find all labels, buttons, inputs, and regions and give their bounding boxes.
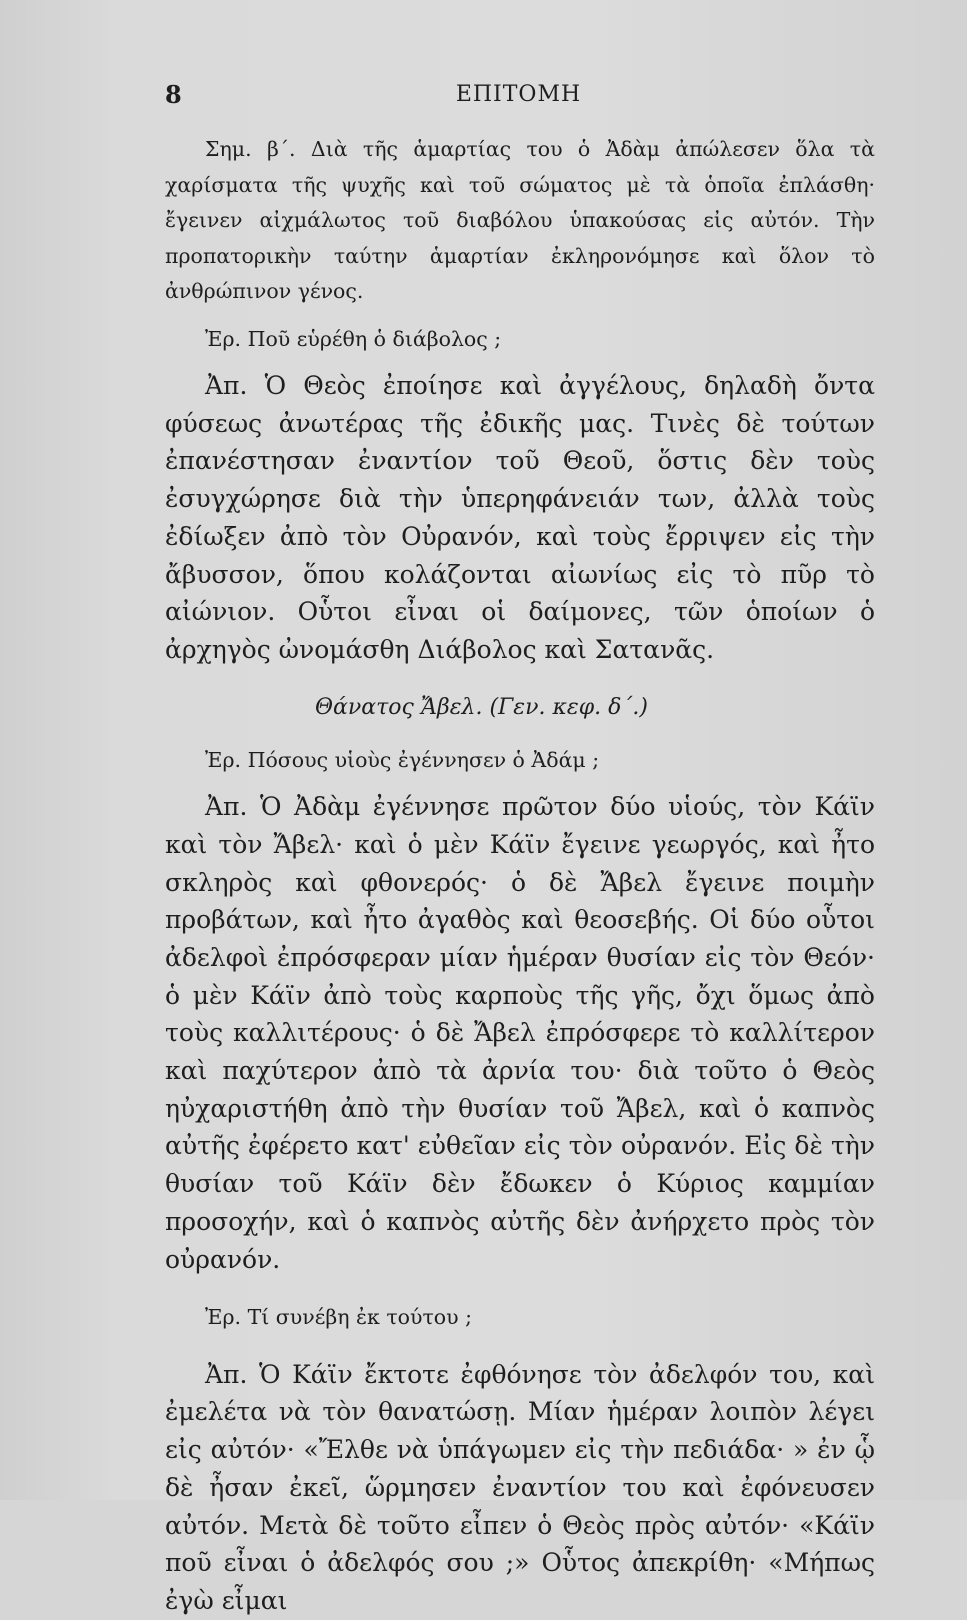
running-title: ΕΠΙΤΟΜΗ — [455, 82, 582, 107]
answer-paragraph: Ἀπ. Ὁ Θεὸς ἐποίησε καὶ ἀγγέλους, δηλαδὴ ὄντα φύσεως ἀνωτέρας τῆς ἐδικῆς μας. Τινὲς δὲ τούτων ἐπανέστησαν ἐναντίον τοῦ Θεοῦ, ὅστις δὲν τοὺς ἐσυγχώρησε διὰ τὴν ὑπερηφάνειάν των, ἀλλὰ τοὺς ἐδίωξεν ἀπὸ τὸν Οὐρανόν, καὶ τοὺς ἔρριψεν εἰς τὴν ἄβυσσον, ὅπου κολάζονται αἰωνίως εἰς τὸ πῦρ τὸ αἰώνιον. Οὗτοι εἶναι οἱ δαίμονες, τῶν ὁποίων ὁ ἀρχηγὸς ὠνομάσθη Διάβολος καὶ Σατανᾶς. — [165, 371, 875, 664]
question-paragraph: Ἐρ. Τί συνέβη ἐκ τούτου ; — [205, 1305, 473, 1330]
question-paragraph: Ἐρ. Ποῦ εὑρέθη ὁ διάβολος ; — [205, 326, 502, 351]
page-body — [165, 132, 875, 1620]
question-paragraph: Ἐρ. Πόσους υἱοὺς ἐγέννησεν ὁ Ἀδάμ ; — [205, 747, 600, 772]
answer-paragraph: Ἀπ. Ὁ Ἀδὰμ ἐγέννησε πρῶτον δύο υἱούς, τὸν Κάϊν καὶ τὸν Ἄβελ· καὶ ὁ μὲν Κάϊν ἔγεινε γεωργός, καὶ ἦτο σκληρὸς καὶ φθονερός· ὁ δὲ Ἄβελ ἔγεινε ποιμὴν προβάτων, καὶ ἦτο ἀγαθὸς καὶ θεοσεβής. Οἱ δύο οὗτοι ἀδελφοὶ ἐπρόσφεραν μίαν ἡμέραν θυσίαν εἰς τὸν Θεόν· ὁ μὲν Κάϊν ἀπὸ τοὺς καρποὺς τῆς γῆς, ὄχι ὅμως ἀπὸ τοὺς καλλιτέρους· ὁ δὲ Ἄβελ ἐπρόσφερε τὸ καλλίτερον καὶ παχύτερον ἀπὸ τὰ ἀρνία του· διὰ τοῦτο ὁ Θεὸς ηὐχαριστήθη ἀπὸ τὴν θυσίαν τοῦ Ἄβελ, καὶ ὁ καπνὸς αὐτῆς ἐφέρετο κατ' εὐθεῖαν εἰς τὸν οὐρανόν. Εἰς δὲ τὴν θυσίαν τοῦ Κάϊν δὲν ἔδωκεν ὁ Κύριος καμμίαν προσοχήν, καὶ ὁ καπνὸς αὐτῆς δὲν ἀνήρχετο πρὸς τὸν οὐρανόν. — [165, 792, 875, 1274]
page-header — [165, 80, 872, 120]
note-paragraph: Σημ. β΄. Διὰ τῆς ἁμαρτίας του ὁ Ἀδὰμ ἀπώλεσεν ὅλα τὰ χαρίσματα τῆς ψυχῆς καὶ τοῦ σώματος μὲ τὰ ὁποῖα ἐπλάσθη· ἔγεινεν αἰχμάλωτος τοῦ διαβόλου ὑπακούσας εἰς αὐτόν. Τὴν προπατορικὴν ταύτην ἁμαρτίαν ἐκληρονόμησε καὶ ὅλον τὸ ἀνθρώπινον γένος. — [165, 137, 875, 303]
page-number: 8 — [165, 80, 182, 109]
section-heading: Θάνατος Ἄβελ. (Γεν. κεφ. δ΄.) — [315, 694, 648, 720]
answer-paragraph: Ἀπ. Ὁ Κάϊν ἔκτοτε ἐφθόνησε τὸν ἀδελφόν του, καὶ ἐμελέτα νὰ τὸν θανατώσῃ. Μίαν ἡμέραν λοιπὸν λέγει εἰς αὐτόν· «Ἔλθε νὰ ὑπάγωμεν εἰς τὴν πεδιάδα· » ἐν ᾧ δὲ ἦσαν ἐκεῖ, ὥρμησεν ἐναντίον του καὶ ἐφόνευσεν αὐτόν. Μετὰ δὲ τοῦτο εἶπεν ὁ Θεὸς πρὸς αὐτόν· «Κάϊν ποῦ εἶναι ὁ ἀδελφός σου ;» Οὗτος ἀπεκρίθη· «Μήπως ἐγὼ εἶμαι — [165, 1359, 875, 1615]
